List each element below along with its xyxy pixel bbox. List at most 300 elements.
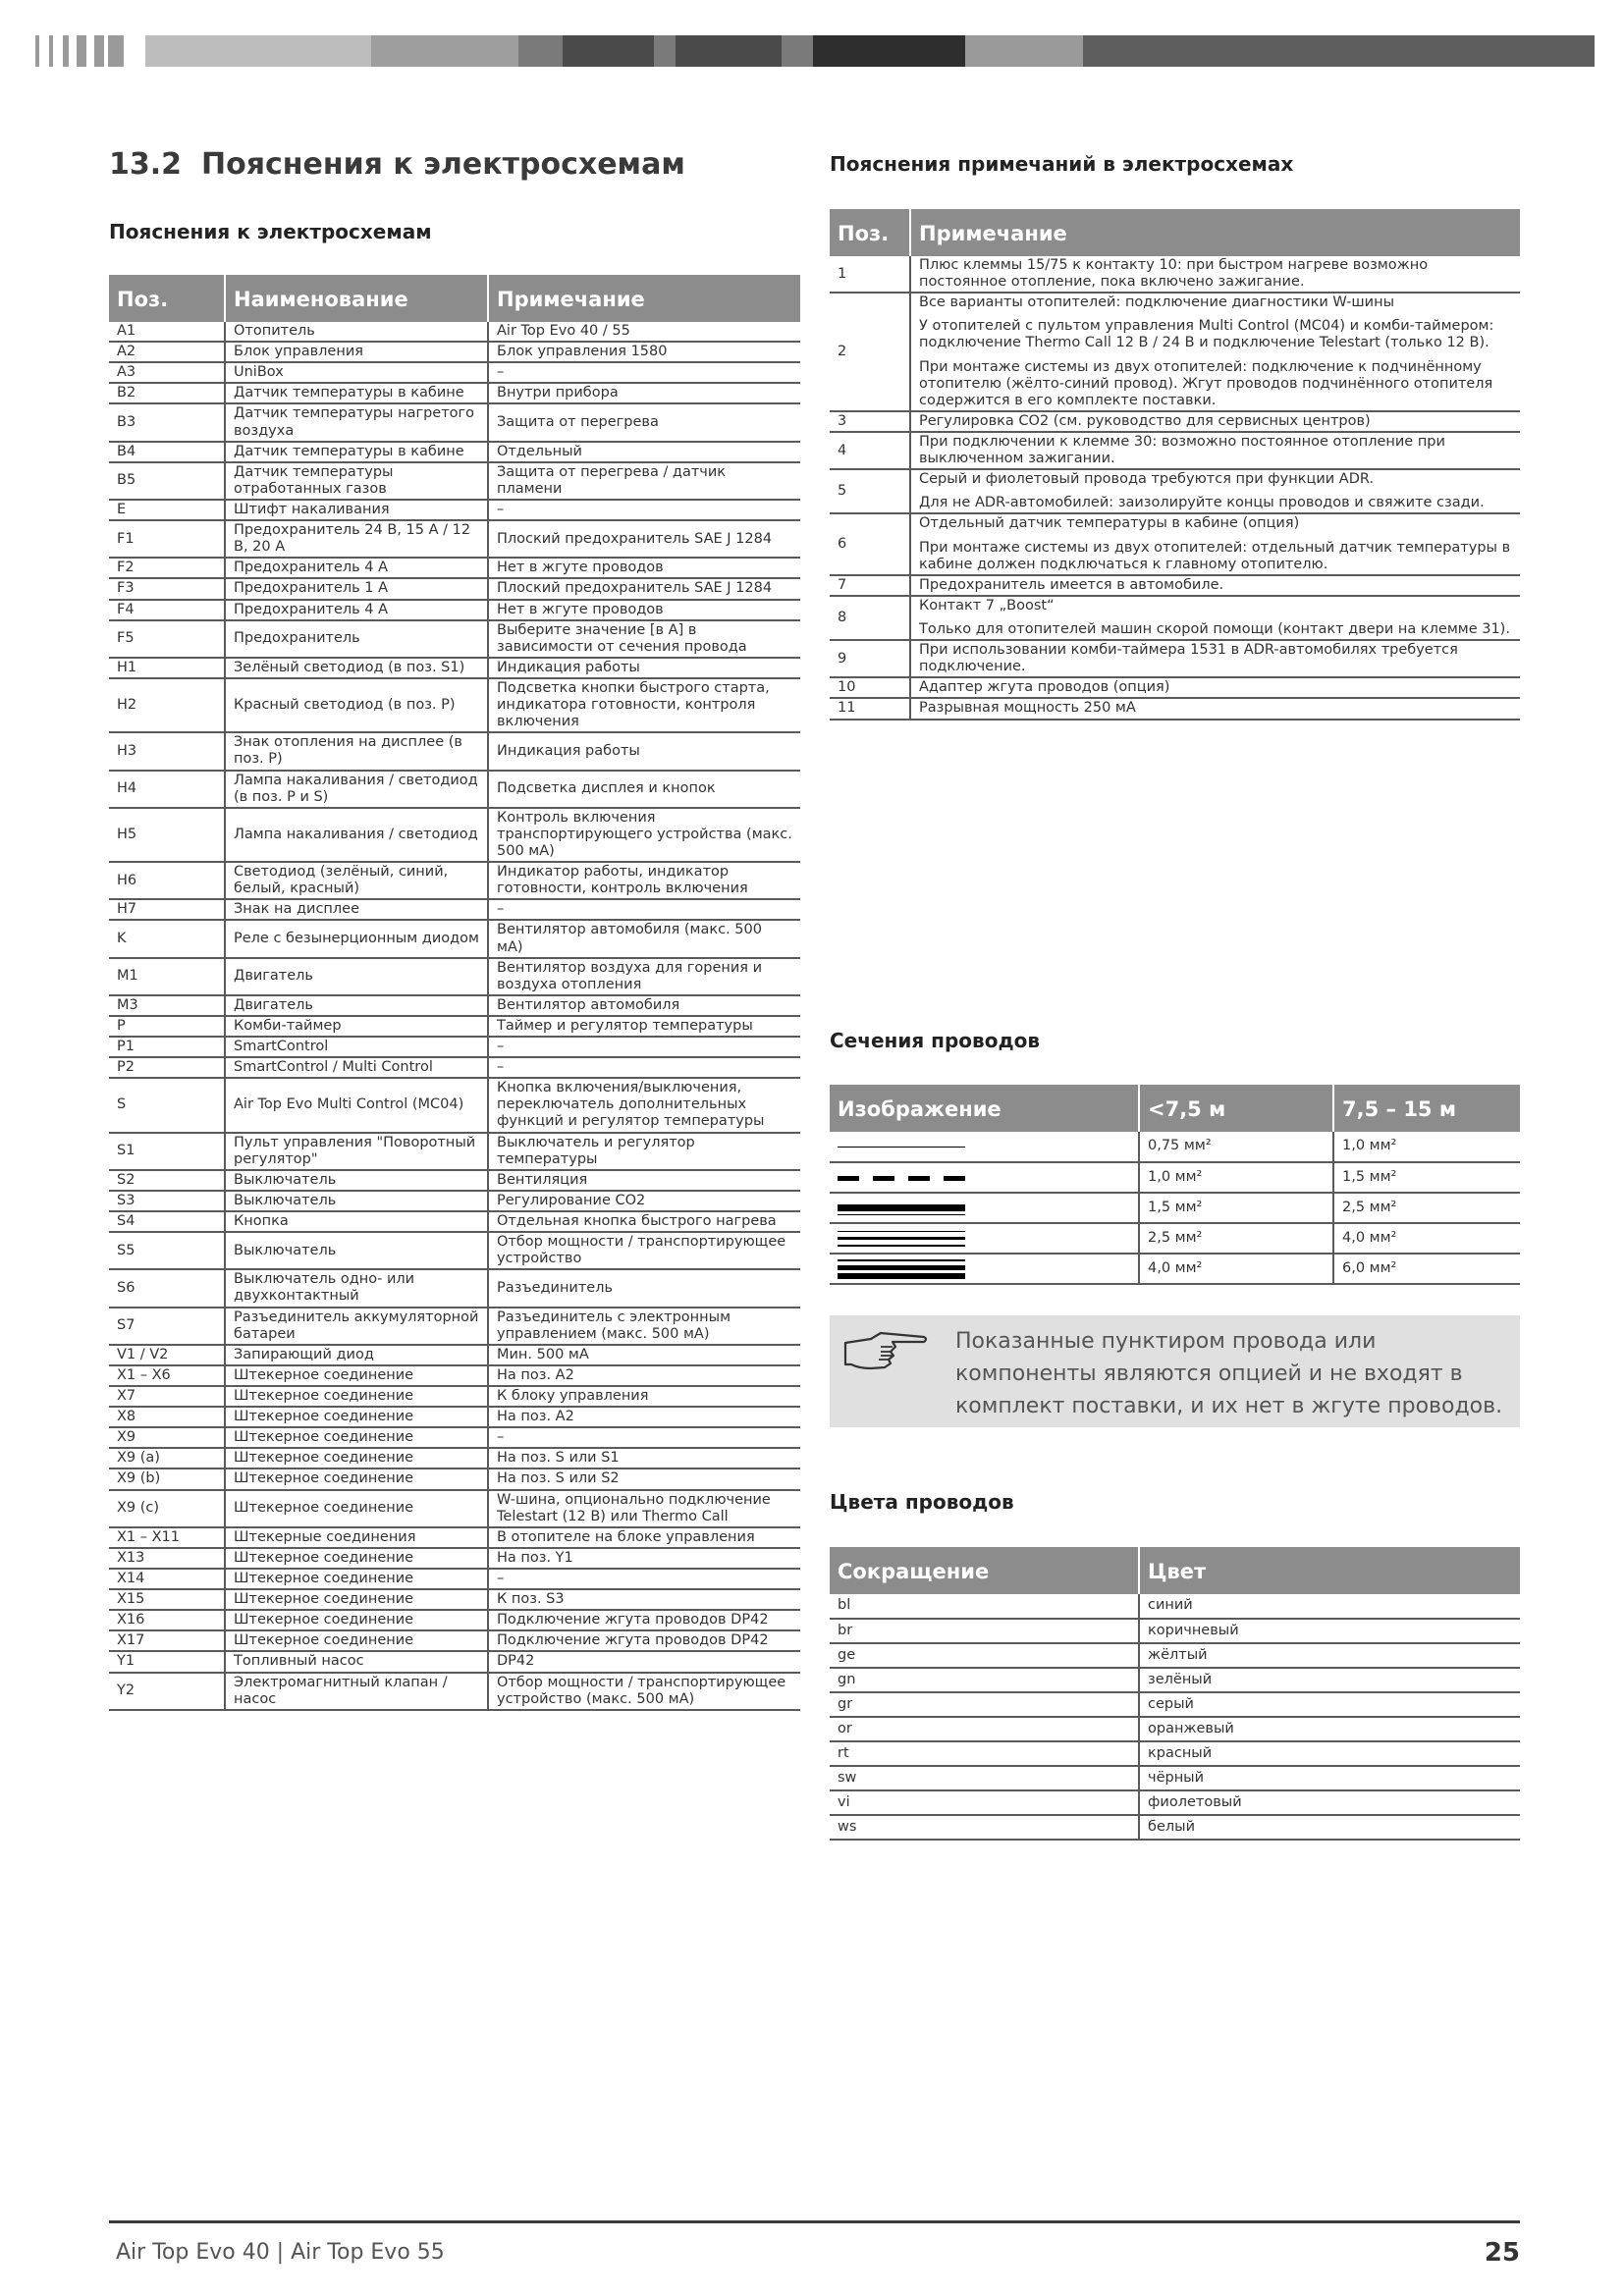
legend-pos-cell: S2 — [109, 1170, 225, 1191]
legend-note-cell: Вентилятор автомобиля — [488, 995, 800, 1016]
legend-note-cell: Вентилятор воздуха для горения и воздуха отопления — [488, 958, 800, 995]
colors-row — [830, 1643, 1520, 1668]
legend-row — [109, 1016, 800, 1037]
wire-image-cell — [830, 1162, 1139, 1193]
notes-row — [830, 513, 1520, 574]
legend-pos-cell: X14 — [109, 1569, 225, 1589]
legend-note-cell: Разъединитель — [488, 1269, 800, 1307]
legend-row — [109, 442, 800, 462]
notes-paragraph: При монтаже системы из двух отопителей: подключение к подчинённому отопителю (жёлто-синий провод). Жгут проводов подчинённого отопителя содержится в его комплекте поставки. — [919, 358, 1493, 408]
notes-row — [830, 575, 1520, 596]
legend-name-cell: Знак на дисплее — [225, 899, 488, 920]
notes-row — [830, 596, 1520, 640]
legend-pos-cell: V1 / V2 — [109, 1345, 225, 1365]
legend-note-cell: – — [488, 1037, 800, 1057]
legend-row — [109, 1673, 800, 1710]
colors-header-cell: Цвет — [1139, 1547, 1520, 1594]
notes-row — [830, 677, 1520, 698]
legend-pos-cell: H3 — [109, 732, 225, 770]
legend-note-cell: Подсветка дисплея и кнопок — [488, 771, 800, 808]
legend-name-cell: Предохранитель 4 А — [225, 558, 488, 578]
legend-note-cell: Вентилятор автомобиля (макс. 500 мА) — [488, 920, 800, 957]
page-number: 25 — [1484, 2238, 1520, 2268]
legend-row — [109, 958, 800, 995]
legend-row — [109, 1191, 800, 1211]
colors-row — [830, 1766, 1520, 1790]
wire-row — [830, 1162, 1520, 1193]
legend-row — [109, 1589, 800, 1610]
legend-row — [109, 732, 800, 770]
notes-paragraph: При подключении к клемме 30: возможно постоянное отопление при выключенном зажигании. — [919, 433, 1445, 467]
section-heading: Пояснения к электросхемам — [201, 147, 685, 182]
legend-row — [109, 1490, 800, 1527]
notes-paragraph: При монтаже системы из двух отопителей: отдельный датчик температуры в кабине должен подключаться к главному отопителю. — [919, 539, 1511, 572]
wire-image-cell — [830, 1223, 1139, 1254]
legend-name-cell: Запирающий диод — [225, 1345, 488, 1365]
color-name-cell: коричневый — [1139, 1619, 1520, 1643]
legend-note-cell: – — [488, 1569, 800, 1589]
legend-pos-cell: S5 — [109, 1232, 225, 1269]
legend-note-cell: На поз. S или S1 — [488, 1448, 800, 1468]
notes-text-cell — [910, 640, 1520, 677]
color-name-cell: жёлтый — [1139, 1643, 1520, 1668]
notes-pos-cell: 11 — [830, 698, 910, 719]
notes-paragraph: Разрывная мощность 250 мА — [919, 700, 1136, 717]
legend-pos-cell: X15 — [109, 1589, 225, 1610]
legend-name-cell: SmartControl — [225, 1037, 488, 1057]
wire-row — [830, 1193, 1520, 1223]
legend-pos-cell: A1 — [109, 322, 225, 342]
wire-short-cell: 2,5 мм² — [1139, 1223, 1333, 1254]
legend-note-cell: К поз. S3 — [488, 1589, 800, 1610]
color-name-cell: серый — [1139, 1692, 1520, 1717]
legend-name-cell: Комби-таймер — [225, 1016, 488, 1037]
colors-row — [830, 1619, 1520, 1643]
legend-note-cell: Отдельная кнопка быстрого нагрева — [488, 1211, 800, 1232]
wire-short-cell: 1,5 мм² — [1139, 1193, 1333, 1223]
legend-pos-cell: S6 — [109, 1269, 225, 1307]
notes-pos-cell: 2 — [830, 293, 910, 411]
legend-row — [109, 578, 800, 599]
legend-pos-cell: H5 — [109, 808, 225, 862]
color-name-cell: белый — [1139, 1815, 1520, 1840]
legend-pos-cell: Y2 — [109, 1673, 225, 1710]
legend-row — [109, 462, 800, 500]
wire-long-cell: 1,5 мм² — [1333, 1162, 1520, 1193]
legend-name-cell: Кнопка — [225, 1211, 488, 1232]
legend-row — [109, 1427, 800, 1448]
legend-name-cell: Штекерное соединение — [225, 1427, 488, 1448]
legend-pos-cell: H4 — [109, 771, 225, 808]
footer-product: Air Top Evo 40 | Air Top Evo 55 — [116, 2240, 445, 2265]
wire-row — [830, 1254, 1520, 1284]
legend-pos-cell: B5 — [109, 462, 225, 500]
legend-note-cell: К блоку управления — [488, 1386, 800, 1407]
legend-note-cell: На поз. A2 — [488, 1407, 800, 1427]
color-code-cell: rt — [830, 1741, 1139, 1766]
notes-pos-cell: 9 — [830, 640, 910, 677]
legend-name-cell: Зелёный светодиод (в поз. S1) — [225, 658, 488, 678]
legend-note-cell: Блок управления 1580 — [488, 342, 800, 362]
color-name-cell: оранжевый — [1139, 1717, 1520, 1741]
wire-image-cell — [830, 1193, 1139, 1223]
legend-pos-cell: S4 — [109, 1211, 225, 1232]
legend-note-cell: На поз. S или S2 — [488, 1468, 800, 1489]
legend-row — [109, 1345, 800, 1365]
color-code-cell: or — [830, 1717, 1139, 1741]
legend-pos-cell: X13 — [109, 1548, 225, 1569]
legend-name-cell: Блок управления — [225, 342, 488, 362]
legend-pos-cell: X7 — [109, 1386, 225, 1407]
notes-pos-cell: 5 — [830, 469, 910, 513]
legend-row — [109, 1448, 800, 1468]
legend-note-cell: Отбор мощности / транспортирующее устройство — [488, 1232, 800, 1269]
legend-pos-cell: S3 — [109, 1191, 225, 1211]
color-name-cell: красный — [1139, 1741, 1520, 1766]
legend-pos-cell: H7 — [109, 899, 225, 920]
legend-name-cell: Реле с безынерционным диодом — [225, 920, 488, 957]
legend-note-cell: Air Top Evo 40 / 55 — [488, 322, 800, 342]
legend-note-cell: Регулирование CO2 — [488, 1191, 800, 1211]
legend-note-cell: – — [488, 362, 800, 383]
legend-row — [109, 342, 800, 362]
legend-name-cell: Штекерное соединение — [225, 1448, 488, 1468]
legend-pos-cell: B4 — [109, 442, 225, 462]
color-code-cell: ws — [830, 1815, 1139, 1840]
legend-pos-cell: A2 — [109, 342, 225, 362]
legend-row — [109, 1610, 800, 1630]
legend-pos-cell: S7 — [109, 1308, 225, 1345]
colors-row — [830, 1594, 1520, 1619]
legend-name-cell: Двигатель — [225, 958, 488, 995]
legend-note-cell: – — [488, 500, 800, 520]
legend-note-cell: – — [488, 1057, 800, 1078]
legend-row — [109, 1170, 800, 1191]
legend-pos-cell: H2 — [109, 678, 225, 732]
legend-name-cell: UniBox — [225, 362, 488, 383]
wire-header-cell: Изображение — [830, 1085, 1139, 1132]
legend-name-cell: Выключатель — [225, 1191, 488, 1211]
legend-name-cell: Штекерное соединение — [225, 1610, 488, 1630]
legend-pos-cell: F1 — [109, 520, 225, 558]
notes-text-cell — [910, 596, 1520, 640]
legend-name-cell: Предохранитель — [225, 620, 488, 658]
legend-note-cell: Таймер и регулятор температуры — [488, 1016, 800, 1037]
legend-pos-cell: F5 — [109, 620, 225, 658]
wire-long-cell: 6,0 мм² — [1333, 1254, 1520, 1284]
legend-row — [109, 1548, 800, 1569]
wire-short-cell: 0,75 мм² — [1139, 1132, 1333, 1162]
legend-row — [109, 1078, 800, 1132]
notes-pos-cell: 10 — [830, 677, 910, 698]
legend-header-cell: Поз. — [109, 275, 225, 322]
legend-name-cell: Электромагнитный клапан / насос — [225, 1673, 488, 1710]
color-code-cell: br — [830, 1619, 1139, 1643]
notes-row — [830, 293, 1520, 411]
dashed-line-wire-symbol — [838, 1166, 965, 1190]
legend-note-cell: Выберите значение [в А] в зависимости от сечения провода — [488, 620, 800, 658]
legend-pos-cell: X1 – X11 — [109, 1527, 225, 1548]
colors-row — [830, 1741, 1520, 1766]
notes-row — [830, 256, 1520, 293]
legend-row — [109, 1569, 800, 1589]
legend-row — [109, 1630, 800, 1651]
legend-pos-cell: K — [109, 920, 225, 957]
legend-note-cell: W-шина, опционально подключение Telestart (12 В) или Thermo Call — [488, 1490, 800, 1527]
legend-name-cell: Штекерные соединения — [225, 1527, 488, 1548]
legend-name-cell: Штекерное соединение — [225, 1468, 488, 1489]
notes-pos-cell: 6 — [830, 513, 910, 574]
legend-note-cell: Подключение жгута проводов DP42 — [488, 1630, 800, 1651]
notes-pos-cell: 1 — [830, 256, 910, 293]
wire-long-cell: 2,5 мм² — [1333, 1193, 1520, 1223]
legend-row — [109, 678, 800, 732]
legend-pos-cell: S1 — [109, 1133, 225, 1170]
legend-name-cell: Лампа накаливания / светодиод — [225, 808, 488, 862]
colors-title: Цвета проводов — [830, 1490, 1014, 1514]
legend-name-cell: Датчик температуры в кабине — [225, 442, 488, 462]
legend-name-cell: Предохранитель 4 А — [225, 600, 488, 620]
legend-name-cell: Датчик температуры нагретого воздуха — [225, 403, 488, 441]
double-line-wire-symbol — [838, 1227, 965, 1251]
legend-pos-cell: P2 — [109, 1057, 225, 1078]
colors-row — [830, 1717, 1520, 1741]
legend-pos-cell: S — [109, 1078, 225, 1132]
legend-pos-cell: M1 — [109, 958, 225, 995]
legend-row — [109, 1468, 800, 1489]
wire-sections-table — [830, 1085, 1520, 1285]
legend-note-cell: Отбор мощности / транспортирующее устройство (макс. 500 мА) — [488, 1673, 800, 1710]
legend-pos-cell: H6 — [109, 862, 225, 899]
color-name-cell: зелёный — [1139, 1668, 1520, 1692]
legend-note-cell: DP42 — [488, 1651, 800, 1672]
colors-row — [830, 1815, 1520, 1840]
legend-pos-cell: B3 — [109, 403, 225, 441]
notes-paragraph: Все варианты отопителей: подключение диагностики W-шины — [919, 294, 1395, 311]
colors-row — [830, 1668, 1520, 1692]
legend-name-cell: Разъединитель аккумуляторной батареи — [225, 1308, 488, 1345]
legend-note-cell: Разъединитель с электронным управлением (макс. 500 мА) — [488, 1308, 800, 1345]
legend-note-cell: Отдельный — [488, 442, 800, 462]
notes-paragraph: Адаптер жгута проводов (опция) — [919, 679, 1170, 696]
legend-name-cell: Штекерное соединение — [225, 1490, 488, 1527]
legend-pos-cell: B2 — [109, 383, 225, 403]
legend-row — [109, 322, 800, 342]
legend-row — [109, 658, 800, 678]
notes-paragraph: При использовании комби-таймера 1531 в ADR-автомобилях требуется подключение. — [919, 642, 1458, 675]
color-code-cell: vi — [830, 1790, 1139, 1815]
legend-name-cell: SmartControl / Multi Control — [225, 1057, 488, 1078]
legend-note-cell: Подсветка кнопки быстрого старта, индикатора готовности, контроля включения — [488, 678, 800, 732]
legend-pos-cell: X1 – X6 — [109, 1365, 225, 1386]
color-code-cell: bl — [830, 1594, 1139, 1619]
legend-row — [109, 600, 800, 620]
legend-pos-cell: E — [109, 500, 225, 520]
legend-pos-cell: X8 — [109, 1407, 225, 1427]
color-code-cell: ge — [830, 1643, 1139, 1668]
legend-pos-cell: Y1 — [109, 1651, 225, 1672]
wire-short-cell: 4,0 мм² — [1139, 1254, 1333, 1284]
legend-pos-cell: X9 — [109, 1427, 225, 1448]
legend-name-cell: Лампа накаливания / светодиод (в поз. P и S) — [225, 771, 488, 808]
legend-name-cell: Датчик температуры отработанных газов — [225, 462, 488, 500]
legend-pos-cell: X9 (c) — [109, 1490, 225, 1527]
legend-name-cell: Штифт накаливания — [225, 500, 488, 520]
legend-pos-cell: F2 — [109, 558, 225, 578]
legend-header-cell: Наименование — [225, 275, 488, 322]
legend-name-cell: Знак отопления на дисплее (в поз. P) — [225, 732, 488, 770]
legend-pos-cell: P — [109, 1016, 225, 1037]
notes-paragraph: Плюс клеммы 15/75 к контакту 10: при быстром нагреве возможно постоянное отопление, пока включено зажигание. — [919, 257, 1429, 291]
legend-row — [109, 383, 800, 403]
notes-row — [830, 469, 1520, 513]
legend-note-cell: Мин. 500 мА — [488, 1345, 800, 1365]
wire-long-cell: 4,0 мм² — [1333, 1223, 1520, 1254]
legend-note-cell: – — [488, 1427, 800, 1448]
legend-note-cell: В отопителе на блоке управления — [488, 1527, 800, 1548]
legend-row — [109, 771, 800, 808]
notes-pos-cell: 3 — [830, 411, 910, 432]
wire-image-cell — [830, 1254, 1139, 1284]
legend-pos-cell: X16 — [109, 1610, 225, 1630]
color-name-cell: синий — [1139, 1594, 1520, 1619]
color-name-cell: чёрный — [1139, 1766, 1520, 1790]
wire-header-cell: <7,5 м — [1139, 1085, 1333, 1132]
legend-row — [109, 620, 800, 658]
legend-name-cell: Штекерное соединение — [225, 1407, 488, 1427]
legend-name-cell: Штекерное соединение — [225, 1386, 488, 1407]
legend-name-cell: Предохранитель 1 А — [225, 578, 488, 599]
wire-row — [830, 1223, 1520, 1254]
notes-paragraph: Отдельный датчик температуры в кабине (опция) — [919, 515, 1300, 532]
legend-row — [109, 403, 800, 441]
color-code-cell: gr — [830, 1692, 1139, 1717]
legend-name-cell: Штекерное соединение — [225, 1630, 488, 1651]
legend-name-cell: Выключатель — [225, 1170, 488, 1191]
notes-paragraph: Регулировка CO2 (см. руководство для сервисных центров) — [919, 412, 1371, 429]
notes-header-cell: Примечание — [910, 209, 1520, 256]
legend-name-cell: Air Top Evo Multi Control (MC04) — [225, 1078, 488, 1132]
legend-name-cell: Красный светодиод (в поз. P) — [225, 678, 488, 732]
colors-row — [830, 1790, 1520, 1815]
notes-paragraph: Только для отопителей машин скорой помощи (контакт двери на клемме 31). — [919, 620, 1510, 637]
legend-row — [109, 1269, 800, 1307]
notes-header-cell: Поз. — [830, 209, 910, 256]
notes-title: Пояснения примечаний в электросхемах — [830, 152, 1294, 176]
legend-name-cell: Двигатель — [225, 995, 488, 1016]
footer-divider — [109, 2220, 1520, 2223]
notes-paragraph: Контакт 7 „Boost“ — [919, 597, 1055, 614]
wires-title: Сечения проводов — [830, 1029, 1040, 1052]
notes-paragraph: Серый и фиолетовый провода требуются при функции ADR. — [919, 471, 1375, 488]
colors-header-cell: Сокращение — [830, 1547, 1139, 1594]
legend-name-cell: Штекерное соединение — [225, 1548, 488, 1569]
legend-row — [109, 920, 800, 957]
wire-header-cell: 7,5 – 15 м — [1333, 1085, 1520, 1132]
legend-note-cell: Кнопка включения/выключения, переключатель дополнительных функций и регулятор температуры — [488, 1078, 800, 1132]
legend-table — [109, 275, 800, 1711]
top-decorative-bar — [35, 35, 1595, 67]
notes-row — [830, 432, 1520, 469]
legend-row — [109, 500, 800, 520]
legend-note-cell: Индикация работы — [488, 658, 800, 678]
legend-row — [109, 1057, 800, 1078]
legend-row — [109, 1407, 800, 1427]
legend-name-cell: Светодиод (зелёный, синий, белый, красный) — [225, 862, 488, 899]
notes-pos-cell: 7 — [830, 575, 910, 596]
pointing-hand-icon — [841, 1325, 930, 1384]
legend-row — [109, 558, 800, 578]
legend-note-cell: Защита от перегрева / датчик пламени — [488, 462, 800, 500]
legend-row — [109, 1365, 800, 1386]
legend-row — [109, 1037, 800, 1057]
legend-name-cell: Штекерное соединение — [225, 1365, 488, 1386]
color-name-cell: фиолетовый — [1139, 1790, 1520, 1815]
legend-pos-cell: X17 — [109, 1630, 225, 1651]
legend-pos-cell: A3 — [109, 362, 225, 383]
legend-note-cell: Внутри прибора — [488, 383, 800, 403]
legend-row — [109, 1133, 800, 1170]
legend-row — [109, 1232, 800, 1269]
legend-row — [109, 808, 800, 862]
notes-table — [830, 209, 1520, 721]
color-code-cell: sw — [830, 1766, 1139, 1790]
legend-row — [109, 1527, 800, 1548]
colors-row — [830, 1692, 1520, 1717]
notes-paragraph: Для не ADR-автомобилей: заизолируйте концы проводов и свяжите сзади. — [919, 495, 1485, 511]
notes-text-cell — [910, 677, 1520, 698]
legend-name-cell: Штекерное соединение — [225, 1569, 488, 1589]
notes-text-cell — [910, 432, 1520, 469]
legend-row — [109, 899, 800, 920]
legend-pos-cell: M3 — [109, 995, 225, 1016]
legend-note-cell: Плоский предохранитель SAE J 1284 — [488, 578, 800, 599]
legend-row — [109, 1211, 800, 1232]
legend-row — [109, 1386, 800, 1407]
color-code-cell: gn — [830, 1668, 1139, 1692]
legend-note-cell: Защита от перегрева — [488, 403, 800, 441]
legend-note-cell: Индикатор работы, индикатор готовности, контроль включения — [488, 862, 800, 899]
legend-name-cell: Выключатель — [225, 1232, 488, 1269]
notes-pos-cell: 4 — [830, 432, 910, 469]
notes-text-cell — [910, 293, 1520, 411]
legend-pos-cell: X9 (b) — [109, 1468, 225, 1489]
notes-text-cell — [910, 513, 1520, 574]
legend-name-cell: Выключатель одно- или двухконтактный — [225, 1269, 488, 1307]
legend-name-cell: Датчик температуры в кабине — [225, 383, 488, 403]
legend-note-cell: Нет в жгуте проводов — [488, 600, 800, 620]
notes-text-cell — [910, 575, 1520, 596]
legend-row — [109, 520, 800, 558]
legend-note-cell: Индикация работы — [488, 732, 800, 770]
legend-note-cell: Подключение жгута проводов DP42 — [488, 1610, 800, 1630]
notes-text-cell — [910, 469, 1520, 513]
legend-pos-cell: H1 — [109, 658, 225, 678]
legend-name-cell: Штекерное соединение — [225, 1589, 488, 1610]
notes-paragraph: У отопителей с пультом управления Multi Control (MC04) и комби-таймером: подключение Thermo Call 12 В / 24 В и подключение Telestart (только 12 В). — [919, 318, 1494, 351]
triple-line-wire-symbol — [838, 1257, 965, 1281]
hint-text: Показанные пунктиром провода или компоненты являются опцией и не входят в комплект поставки, и их нет в жгуте проводов. — [955, 1329, 1503, 1418]
legend-note-cell: Плоский предохранитель SAE J 1284 — [488, 520, 800, 558]
section-number: 13.2 — [109, 147, 183, 182]
legend-name-cell: Топливный насос — [225, 1651, 488, 1672]
thin-line-wire-symbol — [838, 1135, 965, 1158]
legend-name-cell: Предохранитель 24 В, 15 А / 12 В, 20 А — [225, 520, 488, 558]
notes-row — [830, 411, 1520, 432]
wire-row — [830, 1132, 1520, 1162]
legend-name-cell: Отопитель — [225, 322, 488, 342]
notes-pos-cell: 8 — [830, 596, 910, 640]
